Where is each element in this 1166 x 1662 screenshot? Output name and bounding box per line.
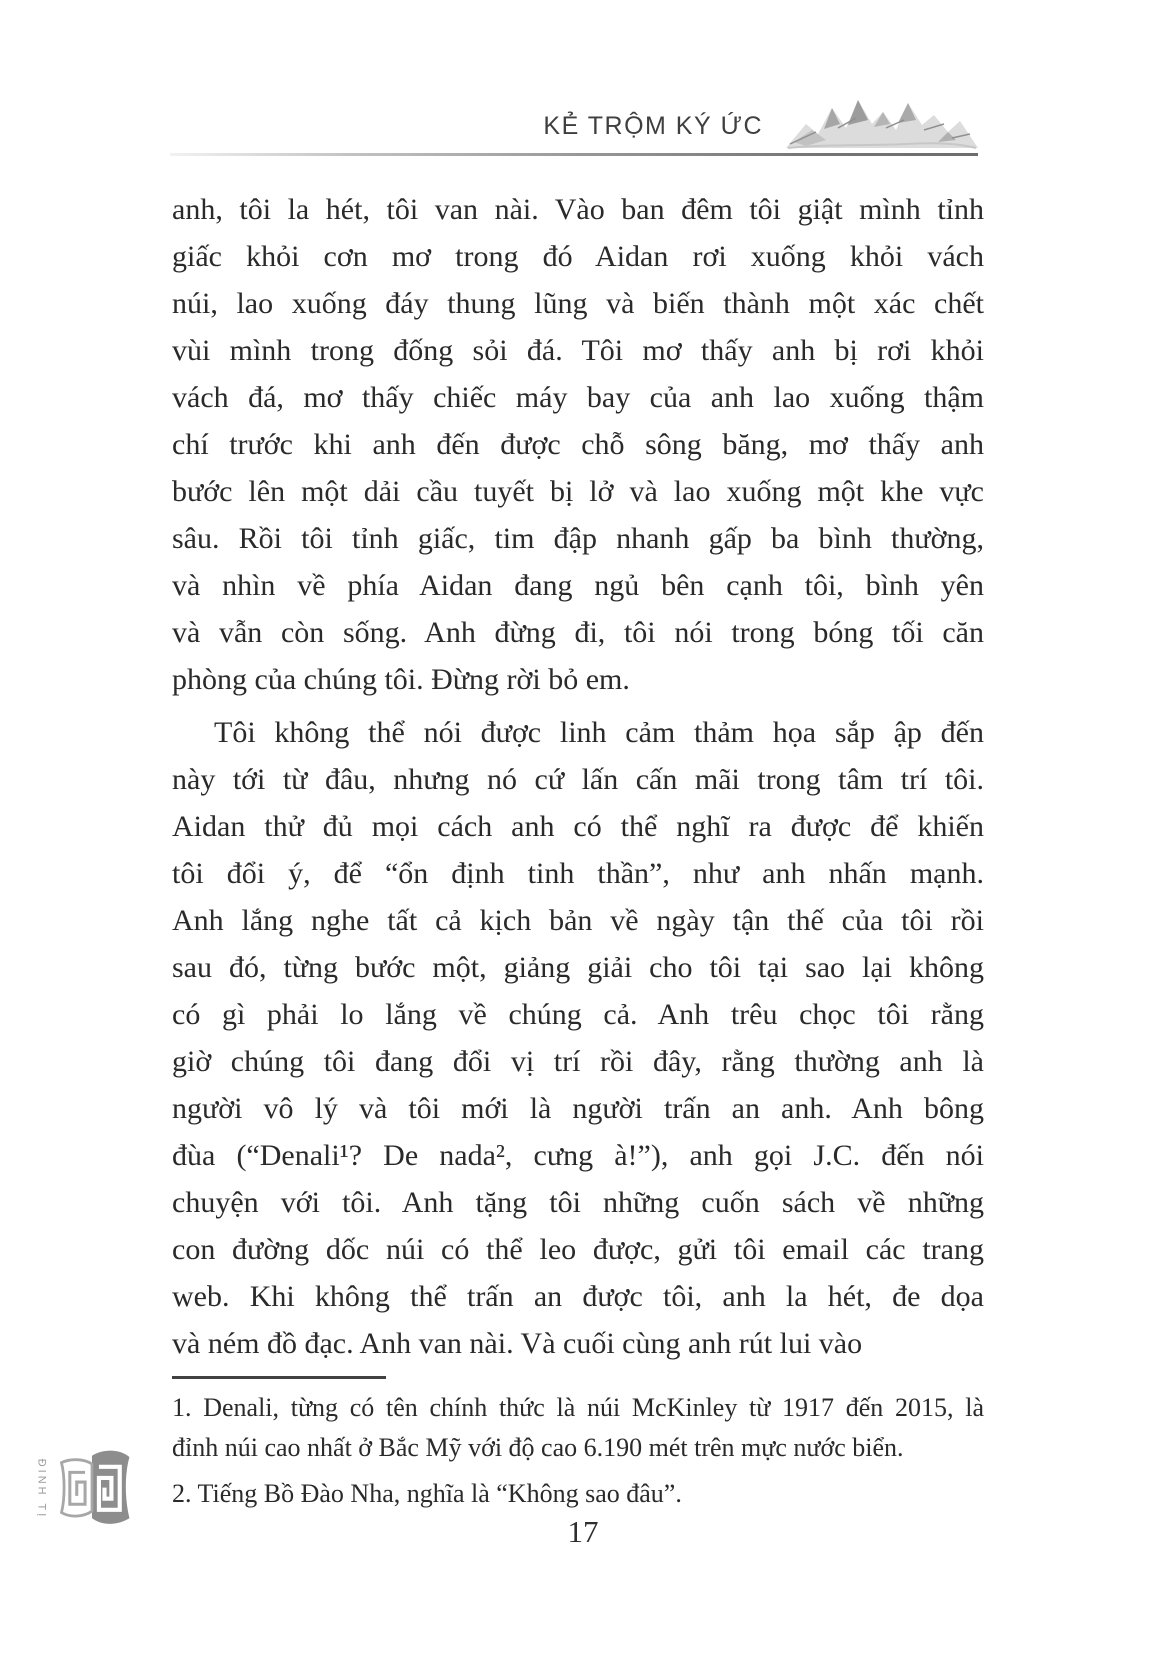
text-line: đùa (“Denali¹? De nada², cưng à!”), anh gọi J.C. đến nói [172, 1139, 984, 1172]
text-line: Tôi không thể nói được linh cảm thảm họa sắp ập đến [214, 716, 984, 749]
paragraph [172, 709, 984, 1367]
footnotes-block [172, 1376, 984, 1514]
footnote-line: 1. Denali, từng có tên chính thức là núi McKinley từ 1917 đến 2015, là [172, 1393, 984, 1422]
text-line: Anh lắng nghe tất cả kịch bản về ngày tận thế của tôi rồi [172, 904, 984, 937]
text-line: và nhìn về phía Aidan đang ngủ bên cạnh tôi, bình yên [172, 569, 984, 602]
text-line: người vô lý và tôi mới là người trấn an anh. Anh bông [172, 1092, 984, 1125]
text-line: và vẫn còn sống. Anh đừng đi, tôi nói trong bóng tối căn [172, 616, 984, 649]
header-rule [170, 153, 978, 156]
logo-text: ĐINH TỊ [35, 1458, 47, 1520]
text-line: giấc khỏi cơn mơ trong đó Aidan rơi xuống khỏi vách [172, 240, 984, 273]
footnote-separator [172, 1376, 386, 1379]
text-line: tôi đổi ý, để “ổn định tinh thần”, như anh nhấn mạnh. [172, 857, 984, 890]
text-line: giờ chúng tôi đang đổi vị trí rồi đây, rằng thường anh là [172, 1045, 984, 1078]
mountain-range-icon [786, 94, 978, 152]
text-line: web. Khi không thể trấn an được tôi, anh la hét, đe dọa [172, 1280, 984, 1313]
footnote-line: 2. Tiếng Bồ Đào Nha, nghĩa là “Không sao đâu”. [172, 1479, 682, 1508]
text-line: bước lên một dải cầu tuyết bị lở và lao xuống một khe vực [172, 475, 984, 508]
text-line: và ném đồ đạc. Anh van nài. Và cuối cùng anh rút lui vào [172, 1327, 863, 1360]
text-line: con đường dốc núi có thể leo được, gửi tôi email các trang [172, 1233, 984, 1266]
text-line: Aidan thử đủ mọi cách anh có thể nghĩ ra được để khiến [172, 810, 984, 843]
paragraph [172, 186, 984, 703]
footnotes [172, 1388, 984, 1514]
text-line: vách đá, mơ thấy chiếc máy bay của anh lao xuống thậm [172, 381, 984, 414]
text-line: chí trước khi anh đến được chỗ sông băng, mơ thấy anh [172, 428, 984, 461]
text-line: phòng của chúng tôi. Đừng rời bỏ em. [172, 663, 630, 696]
text-line: sau đó, từng bước một, giảng giải cho tôi tại sao lại không [172, 951, 984, 984]
paragraph [172, 1388, 984, 1468]
text-line: chuyện với tôi. Anh tặng tôi những cuốn sách về những [172, 1186, 984, 1219]
text-line: sâu. Rồi tôi tỉnh giấc, tim đập nhanh gấp ba bình thường, [172, 522, 984, 555]
footnote-line: đỉnh núi cao nhất ở Bắc Mỹ với độ cao 6.190 mét trên mực nước biển. [172, 1433, 904, 1462]
text-line: núi, lao xuống đáy thung lũng và biến thành một xác chết [172, 287, 984, 320]
text-line: này tới từ đâu, nhưng nó cứ lấn cấn mãi trong tâm trí tôi. [172, 763, 984, 796]
text-line: có gì phải lo lắng về chúng cả. Anh trêu chọc tôi rằng [172, 998, 984, 1031]
body-text [172, 186, 984, 1367]
running-title: KẺ TRỘM KÝ ỨC [543, 112, 763, 140]
paragraph [172, 1474, 984, 1514]
text-line: anh, tôi la hét, tôi van nài. Vào ban đêm tôi giật mình tỉnh [172, 193, 984, 226]
text-line: vùi mình trong đống sỏi đá. Tôi mơ thấy anh bị rơi khỏi [172, 334, 984, 367]
page-number: 17 [567, 1514, 599, 1549]
